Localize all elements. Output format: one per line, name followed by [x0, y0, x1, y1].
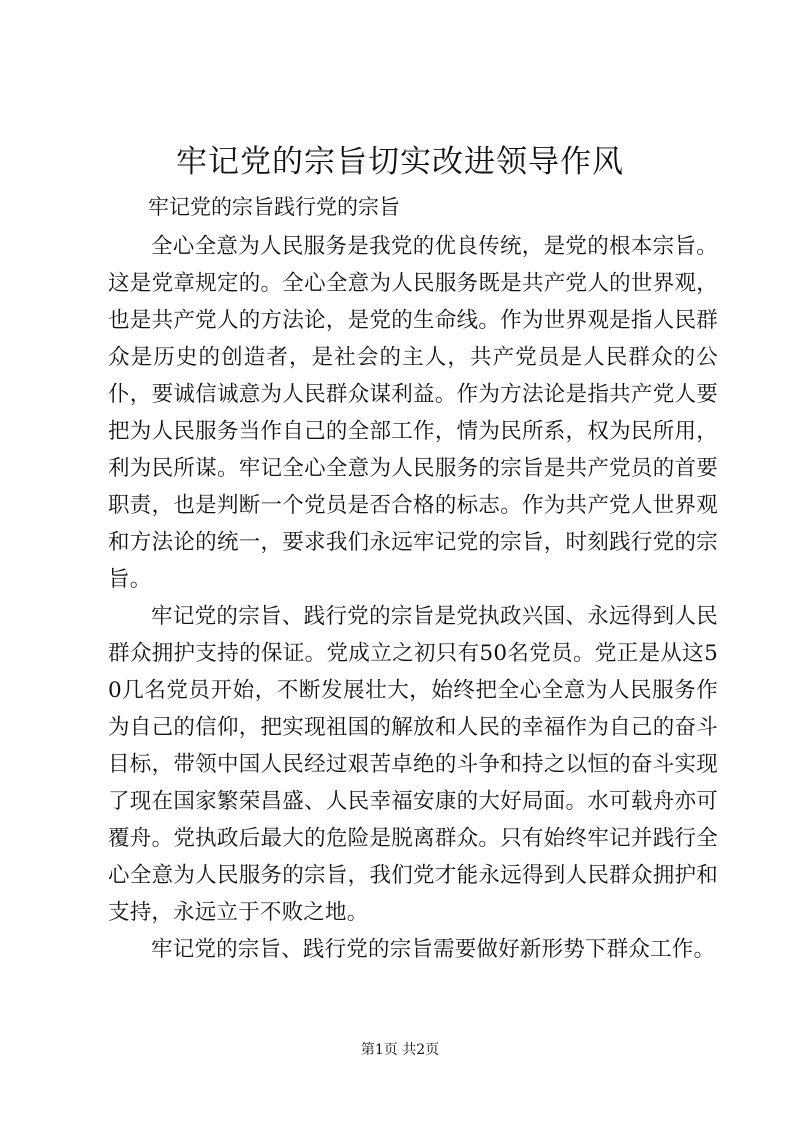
document-title: 牢记党的宗旨切实改进领导作风 — [176, 144, 624, 180]
document-body — [108, 228, 718, 968]
body-paragraph-3: 牢记党的宗旨、践行党的宗旨需要做好新形势下群众工作。 — [151, 937, 716, 962]
body-paragraph-2: 牢记党的宗旨、践行党的宗旨是党执政兴国、永远得到人民群众拥护支持的保证。党成立之初只有50名党员。党正是从这50几名党员开始，不断发展壮大，始终把全心全意为人民服务作为自己的信仰，把实现祖国的解放和人民的幸福作为自己的奋斗目标，带领中国人民经过艰苦卓绝的斗争和持之以恒的奋斗实现了现在国家繁荣昌盛、人民幸福安康的大好局面。水可载舟亦可覆舟。党执政后最大的危险是脱离群众。只有始终牢记并践行全心全意为人民服务的宗旨，我们党才能永远得到人民群众拥护和支持，永远立于不败之地。 — [108, 604, 718, 925]
body-paragraph-1: 全心全意为人民服务是我党的优良传统，是党的根本宗旨。这是党章规定的。全心全意为人民服务既是共产党人的世界观，也是共产党人的方法论，是党的生命线。作为世界观是指人民群众是历史的创造者，是社会的主人，共产党员是人民群众的公仆，要诚信诚意为人民群众谋利益。作为方法论是指共产党人要把为人民服务当作自己的全部工作，情为民所系，权为民所用，利为民所谋。牢记全心全意为人民服务的宗旨是共产党员的首要职责，也是判断一个党员是否合格的标志。作为共产党人世界观和方法论的统一，要求我们永远牢记党的宗旨，时刻践行党的宗旨。 — [108, 234, 718, 592]
page-number-footer: 第1页 共2页 — [360, 1042, 440, 1058]
document-subtitle: 牢记党的宗旨践行党的宗旨 — [148, 195, 400, 219]
